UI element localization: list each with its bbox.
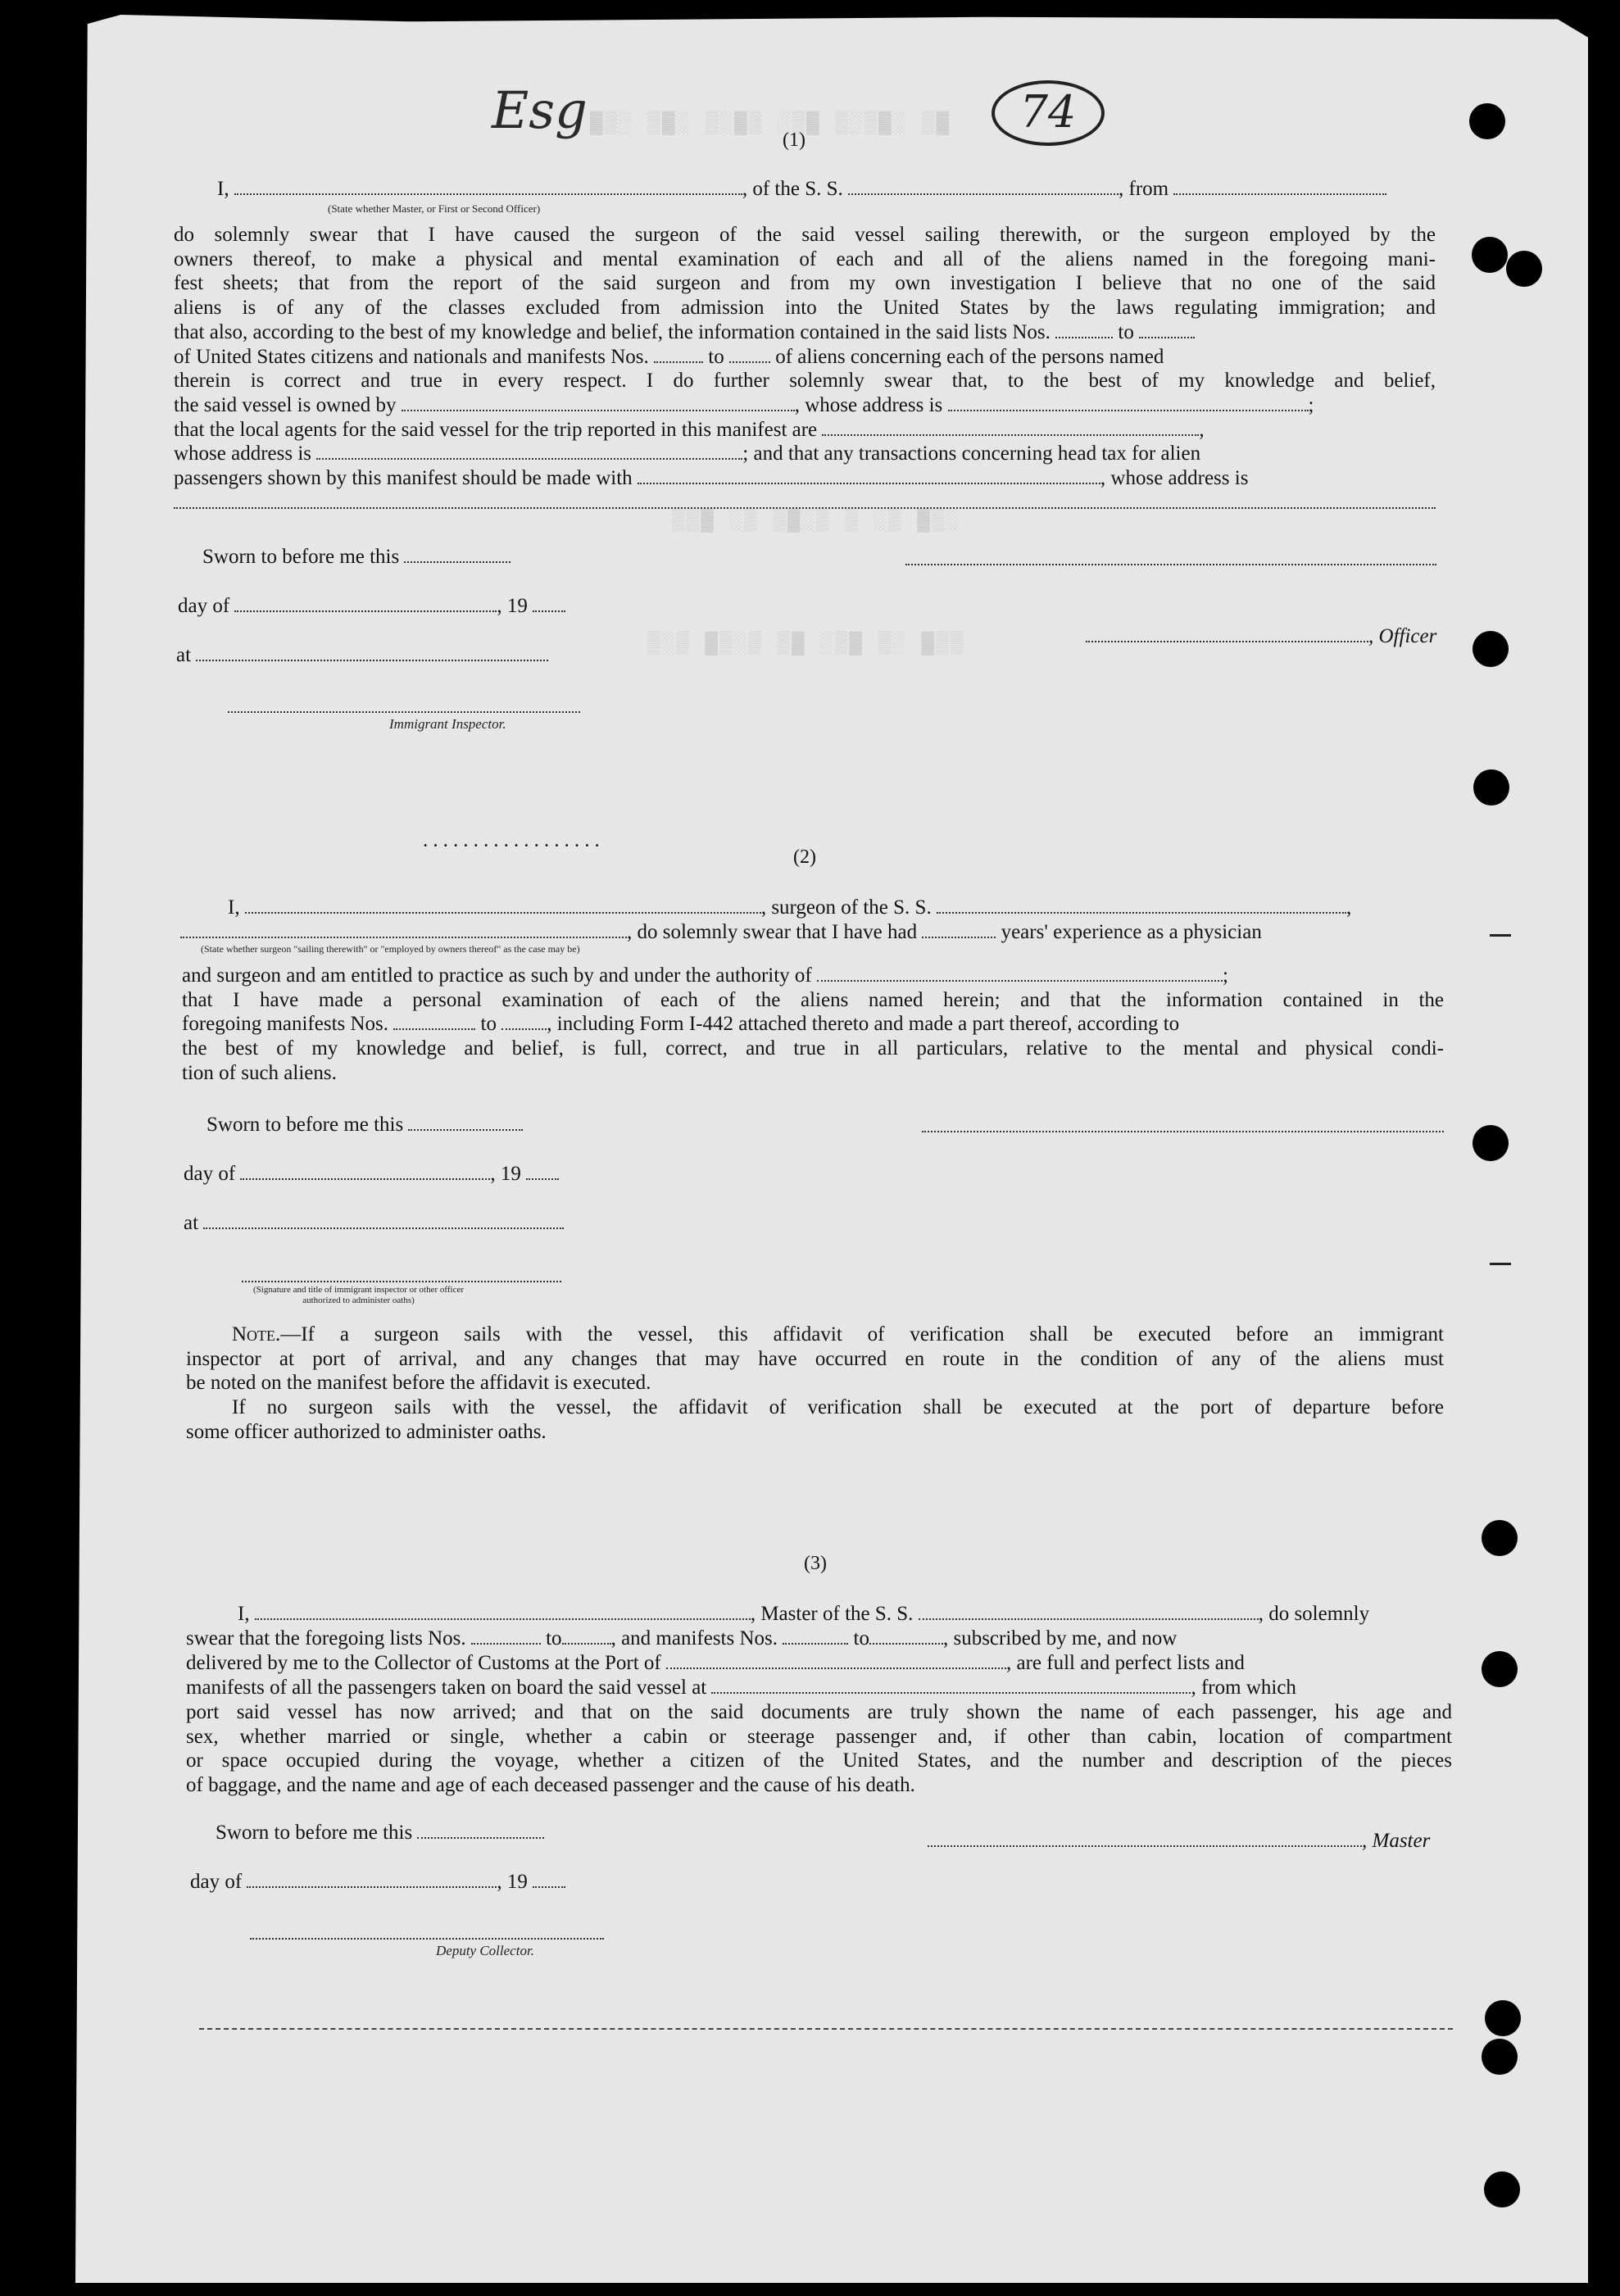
s1-whose-address-text: whose address is: [174, 442, 312, 465]
s2-form-text: , including Form I-442 attached thereto and made a part thereof, according to: [547, 1013, 1180, 1036]
s2-para-line: that I have made a personal examination of each of the aliens named herein; and that the information contained in the: [182, 988, 1444, 1011]
s3-master-of-label: , Master of the S. S.: [750, 1603, 914, 1625]
s2-para-line: [182, 964, 1444, 988]
s3-ship-field[interactable]: [919, 1602, 1259, 1620]
s1-para-line: do solemnly swear that I have caused the surgeon of the said vessel sailing therewith, or the surgeon employed by the: [174, 224, 1436, 246]
s1-para-line: [174, 418, 1436, 442]
s1-lists-text: that also, according to the best of my knowledge and belief, the information contained in the said lists Nos.: [174, 320, 1051, 343]
s3-master-field[interactable]: [928, 1829, 1362, 1847]
punch-hole: [1485, 2000, 1521, 2036]
s2-note-line: inspector at port of arrival, and any changes that may have occurred en route in the condition of any of the aliens must: [186, 1347, 1444, 1370]
s1-paragraph: [174, 223, 1436, 515]
s3-collector-label: Deputy Collector.: [436, 1943, 534, 1958]
s3-master-line: [928, 1829, 1430, 1854]
s2-manifest-to-field[interactable]: [501, 1012, 547, 1030]
s1-manifest-from-field[interactable]: [654, 345, 703, 363]
s2-authority-text: and surgeon and am entitled to practice as such by and under the authority of: [182, 964, 812, 987]
s2-day-line: [184, 1162, 559, 1187]
handwritten-note: Esg: [492, 80, 588, 140]
section-2-number: (2): [793, 846, 816, 868]
s1-ship-field[interactable]: [848, 177, 1119, 195]
punch-hole: [1469, 103, 1505, 139]
s2-day-field[interactable]: [240, 1162, 490, 1180]
s3-manifests-all-label: manifests of all the passengers taken on board the said vessel at: [186, 1677, 707, 1699]
s3-year-label: , 19: [497, 1871, 528, 1893]
s2-para-line: [182, 1012, 1444, 1037]
s1-to-label: to: [1118, 320, 1134, 343]
s2-to-label: to: [480, 1013, 497, 1036]
s2-years-field[interactable]: [922, 920, 996, 938]
s2-comma: ,: [1345, 896, 1352, 919]
s1-para-line: owners thereof, to make a physical and mental examination of each and all of the aliens named in the foregoing mani-: [174, 247, 1436, 270]
s2-note-line: [186, 1323, 1444, 1347]
s1-para-line: [174, 466, 1436, 491]
s1-semicolon: ;: [1308, 393, 1314, 416]
s3-to2-label: to: [853, 1627, 869, 1649]
s3-para-line: port said vessel has now arrived; and that on the said documents are truly shown the name of each passenger, his age and: [186, 1701, 1452, 1723]
s1-officer-label: , Officer: [1368, 625, 1437, 647]
s2-note-text: —If a surgeon sails with the vessel, this affidavit of verification shall be executed before an immigrant: [280, 1323, 1444, 1345]
s2-name-field[interactable]: [245, 896, 761, 914]
s3-master-label: , Master: [1362, 1830, 1431, 1852]
s3-day-line: [190, 1870, 565, 1894]
handwritten-page-number: 74: [992, 80, 1105, 146]
s1-para-line: [174, 320, 1436, 345]
s3-day-label: day of: [190, 1871, 243, 1893]
section-3-number: (3): [804, 1553, 827, 1574]
s3-delivered-label: delivered by me to the Collector of Customs at the Port of: [186, 1652, 661, 1674]
s2-year-label: , 19: [490, 1163, 521, 1185]
s1-sworn-line: [202, 545, 511, 569]
s2-note: [186, 1323, 1444, 1445]
s1-agents-field[interactable]: [822, 418, 1199, 436]
s3-vessel-port-field[interactable]: [711, 1676, 1191, 1694]
s1-aliens-text: of aliens concerning each of the persons named: [775, 345, 1164, 368]
s1-from-field[interactable]: [1173, 177, 1386, 195]
s1-day-field[interactable]: [234, 594, 497, 612]
s1-line-1: [217, 177, 1386, 202]
s2-ship-field[interactable]: [937, 896, 1346, 914]
s1-para-line: aliens is of any of the classes excluded from admission into the United States by the laws regulating immigration; and: [174, 297, 1436, 320]
s3-collector-signature-line[interactable]: [250, 1938, 604, 1940]
punch-hole: [1482, 1651, 1518, 1687]
s2-sworn-line: [206, 1113, 523, 1137]
s1-lists-from-field[interactable]: [1055, 320, 1113, 338]
s1-inspector-label: Immigrant Inspector.: [389, 716, 506, 732]
s1-owner-address-field[interactable]: [948, 393, 1309, 411]
s2-note-line: If no surgeon sails with the vessel, the affidavit of verification shall be executed at the port of departure before: [232, 1396, 1444, 1419]
s3-full-label: , are full and perfect lists and: [1006, 1652, 1245, 1674]
s1-comma: ,: [1199, 418, 1205, 441]
s2-swear-label: , do solemnly swear that I have had: [627, 921, 918, 943]
s2-dotted-separator: ··················: [422, 835, 604, 857]
s1-para-line: therein is correct and true in every respect. I do further solemnly swear that, to the best of my knowledge and belief,: [174, 370, 1436, 392]
s2-caption: (State whether surgeon "sailing therewith" or "employed by owners thereof" as the case may be): [201, 943, 580, 955]
punch-hole: [1473, 769, 1509, 805]
bottom-rule: [199, 2028, 1453, 2030]
s1-owner-field[interactable]: [402, 393, 795, 411]
s2-para-line: tion of such aliens.: [182, 1061, 337, 1084]
s1-headtax-field[interactable]: [638, 466, 1100, 484]
punch-hole: [1506, 251, 1542, 287]
s3-name-field[interactable]: [255, 1602, 751, 1620]
s3-manifest-from-field[interactable]: [783, 1627, 848, 1645]
bleed-through: ▒▒▓ ░▒ ▒▓░▒ ▒ ░▒ ▓▒░: [672, 508, 961, 533]
s1-para-line: [174, 345, 1436, 370]
s3-sworn-line: [216, 1821, 544, 1845]
s3-line-1: [238, 1602, 1369, 1627]
s2-status-field[interactable]: [180, 920, 627, 938]
s1-agents-address-field[interactable]: [316, 442, 742, 460]
s2-note-line: be noted on the manifest before the affidavit is executed.: [186, 1372, 651, 1395]
s3-para-line: or space occupied during the voyage, whether a citizen of the United States, and the number and description of the pieces: [186, 1749, 1452, 1772]
s1-at-line: [176, 643, 548, 668]
bleed-through: ▒░▒ ▓▒░▒ ▒▓ ░▒▓ ▒░ ▓▒▒: [647, 631, 965, 656]
s2-right-signature-line[interactable]: [922, 1131, 1444, 1132]
s2-para-line: the best of my knowledge and belief, is full, correct, and true in all particulars, relative to the mental and physical condi-: [182, 1037, 1444, 1060]
s1-day-label: day of: [178, 595, 230, 617]
punch-hole: [1472, 237, 1508, 273]
s2-years-label: years' experience as a physician: [1001, 921, 1262, 943]
s1-transactions-text: ; and that any transactions concerning head tax for alien: [742, 442, 1201, 465]
s3-line-2: [186, 1627, 1177, 1651]
s1-para-line: [174, 393, 1436, 418]
s2-at-field[interactable]: [203, 1211, 564, 1229]
s3-swear-label: swear that the foregoing lists Nos.: [186, 1627, 466, 1649]
s1-at-label: at: [176, 644, 192, 666]
s1-owned-text: the said vessel is owned by: [174, 393, 397, 416]
s3-solemnly-label: , do solemnly: [1258, 1603, 1370, 1625]
s3-para-line: sex, whether married or single, whether a cabin or steerage passenger and, if other than cabin, location of compartment: [186, 1725, 1452, 1748]
s1-para-line: [174, 442, 1436, 466]
s3-line-4: [186, 1676, 1296, 1700]
s1-lists-to-field[interactable]: [1139, 320, 1195, 338]
s1-citizens-text: of United States citizens and nationals and manifests Nos.: [174, 345, 649, 368]
s2-manifest-from-field[interactable]: [393, 1012, 475, 1030]
s1-sworn-field[interactable]: [404, 545, 511, 563]
s2-signature-caption: (Signature and title of immigrant inspector or other officer authorized to administer oaths): [253, 1285, 464, 1305]
s1-para-line: [174, 491, 1436, 515]
s3-subscribed-label: , subscribed by me, and now: [942, 1627, 1178, 1649]
s3-sworn-label: Sworn to before me this: [216, 1822, 413, 1844]
s2-note-label: Note.: [232, 1323, 281, 1345]
s1-whose-address-label: , whose address is: [794, 393, 943, 416]
s3-lists-from-field[interactable]: [471, 1627, 541, 1645]
s2-surgeon-of-label: , surgeon of the S. S.: [760, 896, 932, 919]
s3-sworn-field[interactable]: [417, 1821, 544, 1839]
s2-line-2: [180, 920, 1262, 945]
s1-passengers-text: passengers shown by this manifest should be made with: [174, 467, 633, 490]
s2-inspector-signature-line[interactable]: [242, 1281, 561, 1282]
s2-day-label: day of: [184, 1163, 236, 1185]
s3-manifests-label: , and manifests Nos.: [610, 1627, 778, 1649]
s2-sworn-label: Sworn to before me this: [206, 1114, 404, 1136]
s1-i-label: I,: [217, 178, 229, 200]
s1-of-ss-label: , of the S. S.: [742, 178, 843, 200]
s1-at-field[interactable]: [196, 643, 548, 661]
s1-year-field[interactable]: [533, 594, 565, 612]
s1-headtax-address-field[interactable]: [174, 491, 1436, 509]
s3-port-field[interactable]: [666, 1651, 1006, 1669]
bleed-through: ▓▒░ ▒▓░ ▒░▓▒ ░▒▓ ▒░▒▓░ ▒▓: [590, 111, 951, 135]
s1-year-label: , 19: [497, 595, 528, 617]
s1-inspector-signature-line[interactable]: [228, 711, 580, 713]
s2-line-1: [228, 896, 1351, 920]
s3-to-label: to: [546, 1627, 562, 1649]
s3-day-field[interactable]: [247, 1870, 497, 1888]
s3-i-label: I,: [238, 1603, 250, 1625]
punch-hole: [1482, 2039, 1518, 2075]
s1-para-line: fest sheets; that from the report of the said surgeon and from my own investigation I believe that no one of the said: [174, 272, 1436, 295]
s2-at-line: [184, 1211, 564, 1236]
s3-manifest-to-field[interactable]: [869, 1627, 943, 1645]
s1-to-label: to: [708, 345, 724, 368]
s3-line-3: [186, 1651, 1245, 1676]
s2-note-line: some officer authorized to administer oaths.: [186, 1420, 547, 1443]
s1-caption: (State whether Master, or First or Second Officer): [328, 202, 541, 215]
s1-day-line: [178, 594, 565, 619]
s2-year-field[interactable]: [526, 1162, 559, 1180]
s1-right-signature-line[interactable]: [905, 564, 1436, 565]
s3-lists-to-field[interactable]: [562, 1627, 611, 1645]
margin-mark: [1490, 1263, 1511, 1265]
s1-from-label: , from: [1119, 178, 1169, 200]
s1-name-field[interactable]: [234, 177, 742, 195]
s1-agents-text: that the local agents for the said vessel for the trip reported in this manifest are: [174, 418, 818, 441]
s3-para-line: of baggage, and the name and age of each deceased passenger and the cause of his death.: [186, 1774, 915, 1797]
s2-authority-field[interactable]: [817, 964, 1223, 982]
s2-at-label: at: [184, 1212, 199, 1234]
s1-officer-line: [1086, 624, 1436, 649]
s3-from-which-label: , from which: [1191, 1677, 1296, 1699]
section-1-number: (1): [783, 129, 805, 151]
punch-hole: [1473, 1125, 1509, 1161]
s3-paragraph: [186, 1700, 1452, 1798]
margin-mark: [1490, 934, 1511, 937]
s2-sworn-field[interactable]: [408, 1113, 523, 1131]
s2-i-label: I,: [228, 896, 240, 919]
s1-manifest-to-field[interactable]: [729, 345, 770, 363]
punch-hole: [1484, 2171, 1520, 2208]
punch-hole: [1482, 1520, 1518, 1556]
s2-paragraph: [182, 964, 1444, 1086]
s1-whose-address-end: , whose address is: [1100, 467, 1249, 490]
s1-sworn-label: Sworn to before me this: [202, 546, 400, 568]
s2-semicolon: ;: [1223, 964, 1228, 987]
punch-hole: [1473, 631, 1509, 667]
s3-year-field[interactable]: [533, 1870, 565, 1888]
s2-manifests-text: foregoing manifests Nos.: [182, 1013, 389, 1036]
s1-officer-field[interactable]: [1086, 624, 1368, 642]
